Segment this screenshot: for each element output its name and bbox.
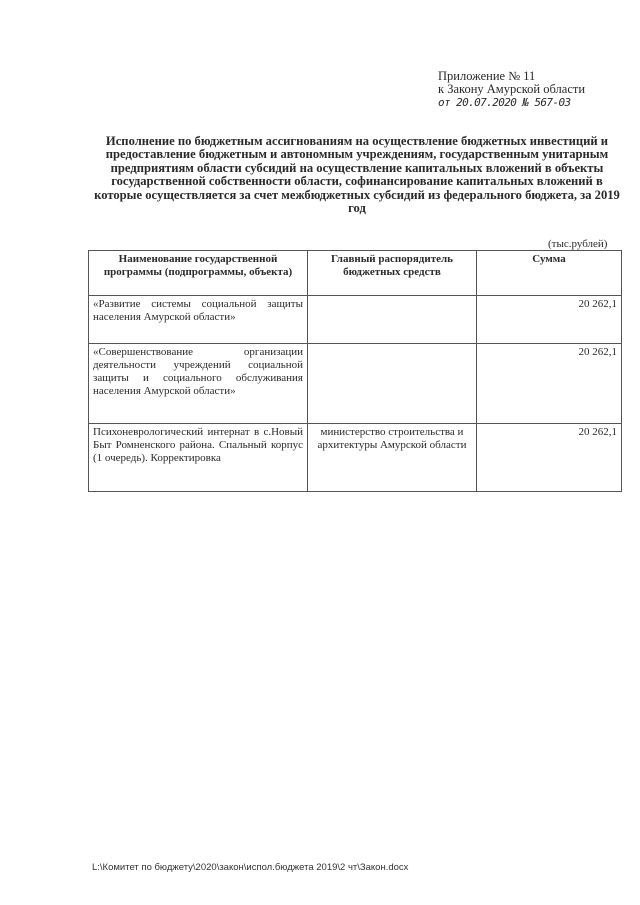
budget-table — [88, 250, 622, 492]
appendix-note — [438, 70, 633, 109]
appendix-number: Приложение № 11 — [438, 69, 536, 83]
table-row — [89, 344, 622, 424]
table-row — [89, 296, 622, 344]
amount: 20 262,1 — [477, 344, 622, 424]
amount: 20 262,1 — [477, 424, 622, 492]
table-header-row — [89, 251, 622, 296]
unit-label: (тыс.рублей) — [548, 238, 608, 250]
program-name: «Развитие системы социальной защиты населения Амурской области» — [89, 296, 308, 344]
appendix-date-number: от 20.07.2020 № 567-03 — [438, 96, 571, 109]
program-name: «Совершенствование организации деятельности учреждений социальной защиты и социального обслуживания населения Амурской области» — [89, 344, 308, 424]
header-budget-administrator: Главный распорядитель бюджетных средств — [308, 251, 477, 296]
budget-administrator — [308, 296, 477, 344]
budget-administrator: министерство строительства и архитектуры Амурской области — [308, 424, 477, 492]
header-program-name: Наименование государственной программы (подпрограммы, объекта) — [89, 251, 308, 296]
program-name: Психоневрологический интернат в с.Новый Быт Ромненского района. Спальный корпус (1 очередь). Корректировка — [89, 424, 308, 492]
amount: 20 262,1 — [477, 296, 622, 344]
file-path-footer: L:\Комитет по бюджету\2020\закон\испол.бюджета 2019\2 чт\Закон.docx — [92, 862, 409, 873]
document-title: Исполнение по бюджетным ассигнованиям на осуществление бюджетных инвестиций и предоставление бюджетным и автономным учреждениям, государственным унитарным предприятиям области субсидий на осуществление капитальных вложений в объекты государственной собственности области, софинансирование капитальных вложений в которые осуществляется за счет межбюджетных субсидий из федерального бюджета, за 2019 год — [94, 134, 620, 216]
budget-administrator — [308, 344, 477, 424]
header-amount: Сумма — [477, 251, 622, 296]
appendix-law: к Закону Амурской области — [438, 82, 586, 96]
table-row — [89, 424, 622, 492]
